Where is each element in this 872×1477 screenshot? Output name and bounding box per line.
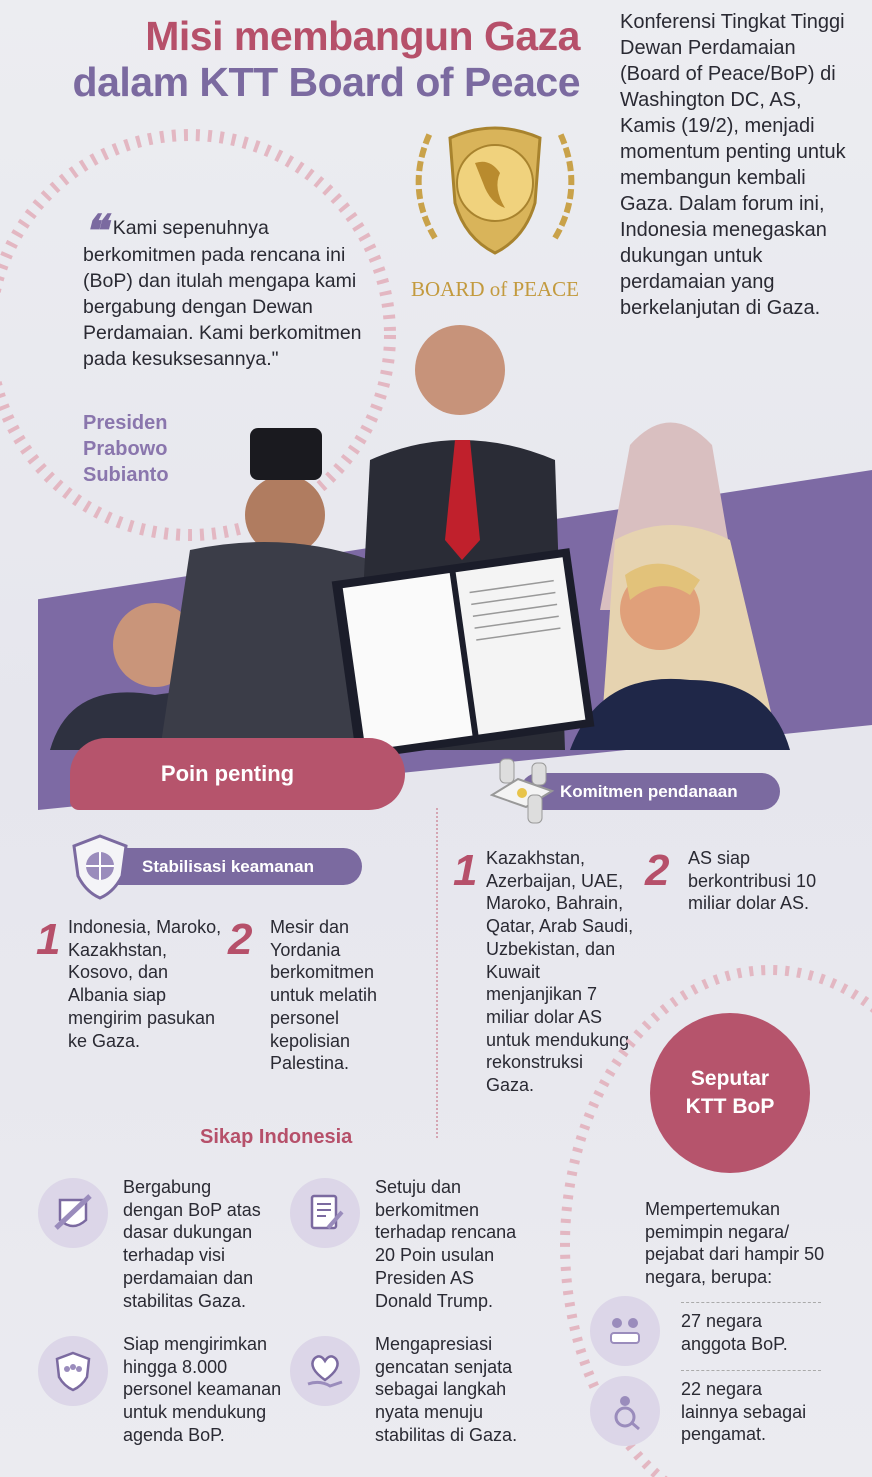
stabilisasi-item: Indonesia, Maroko, Kazakhstan, Kosovo, dan Albania siap mengirim pasukan ke Gaza. (68, 917, 222, 1051)
meeting-icon (590, 1296, 660, 1366)
logo-text: BOARD of PEACE (410, 277, 579, 301)
observer-icon (590, 1376, 660, 1446)
heart-hand-icon (290, 1336, 360, 1406)
sikap-item: Mengapresiasi gencatan senjata sebagai langkah nyata menuju stabilitas di Gaza. (375, 1334, 518, 1445)
seputar-label: Seputar KTT BoP (685, 1067, 775, 1118)
dove-icon (38, 1178, 108, 1248)
sikap-heading: Sikap Indonesia (200, 1126, 353, 1148)
item-separator (681, 1302, 821, 1303)
stabilisasi-pill (90, 848, 362, 885)
seputar-intro: Mempertemukan pemimpin negara/ pejabat dari hampir 50 negara, berupa: (645, 1199, 825, 1288)
shield-globe-icon (70, 832, 130, 905)
leaders-photo (40, 310, 840, 760)
signed-document (332, 548, 595, 760)
personnel-shield-icon (38, 1336, 108, 1406)
pendanaan-item: Kazakhstan, Azerbaijan, UAE, Maroko, Bahrain, Qatar, Arab Saudi, Uzbekistan, dan Kuwait menjanjikan 7 miliar dolar AS untuk mendukung rekonstruksi Gaza. (486, 848, 634, 1096)
number: 1 (453, 846, 478, 895)
poin-penting-label: Poin penting (160, 761, 295, 786)
title-line-1: Misi membangun Gaza (145, 13, 580, 59)
document-pen-icon (290, 1178, 360, 1248)
intro-paragraph: Konferensi Tingkat Tinggi Dewan Perdamaian (Board of Peace/BoP) di Washington DC, AS, Kamis (19/2), menjadi momentum penting untuk membangun kembali Gaza. Dalam forum ini, Indonesia menegaskan dukungan untuk perdamaian yang berkelanjutan di Gaza. (620, 11, 846, 319)
globe-shield-icon (405, 118, 585, 268)
section-divider (436, 808, 438, 1138)
number: 1 (36, 915, 61, 964)
number: 2 (228, 915, 253, 964)
quote-body: Kami sepenuhnya berkomitmen pada rencana ini (BoP) dan itulah mengapa kami bergabung dengan Dewan Perdamaian. Kami berkomitmen pada kesuksesannya." (83, 217, 362, 370)
sikap-item: Siap mengirimkan hingga 8.000 personel keamanan untuk mendukung agenda BoP. (123, 1334, 282, 1445)
pendanaan-item: AS siap berkontribusi 10 miliar dolar AS. (688, 848, 817, 914)
poin-penting-banner (70, 738, 405, 810)
seputar-badge (650, 1013, 810, 1173)
money-coins-icon (490, 757, 560, 830)
sikap-item: Bergabung dengan BoP atas dasar dukungan terhadap visi perdamaian dan stabilitas Gaza. (123, 1177, 261, 1311)
item-separator (681, 1370, 821, 1371)
quote-author: Presiden Prabowo Subianto (83, 412, 169, 486)
seputar-item: 22 negara lainnya sebagai pengamat. (681, 1379, 807, 1445)
board-of-peace-logo (405, 118, 585, 301)
seputar-item: 27 negara anggota BoP. (681, 1311, 788, 1354)
title-line-2: dalam KTT Board of Peace (72, 59, 580, 105)
number: 2 (645, 846, 670, 895)
stabilisasi-label: Stabilisasi keamanan (142, 856, 314, 876)
quote-mark-icon: ❝ (83, 207, 107, 256)
stabilisasi-item: Mesir dan Yordania berkomitmen untuk melatih personel kepolisian Palestina. (270, 917, 378, 1074)
sikap-item: Setuju dan berkomitmen terhadap rencana 20 Poin usulan Presiden AS Donald Trump. (375, 1177, 517, 1311)
pendanaan-label: Komitmen pendanaan (560, 781, 738, 801)
